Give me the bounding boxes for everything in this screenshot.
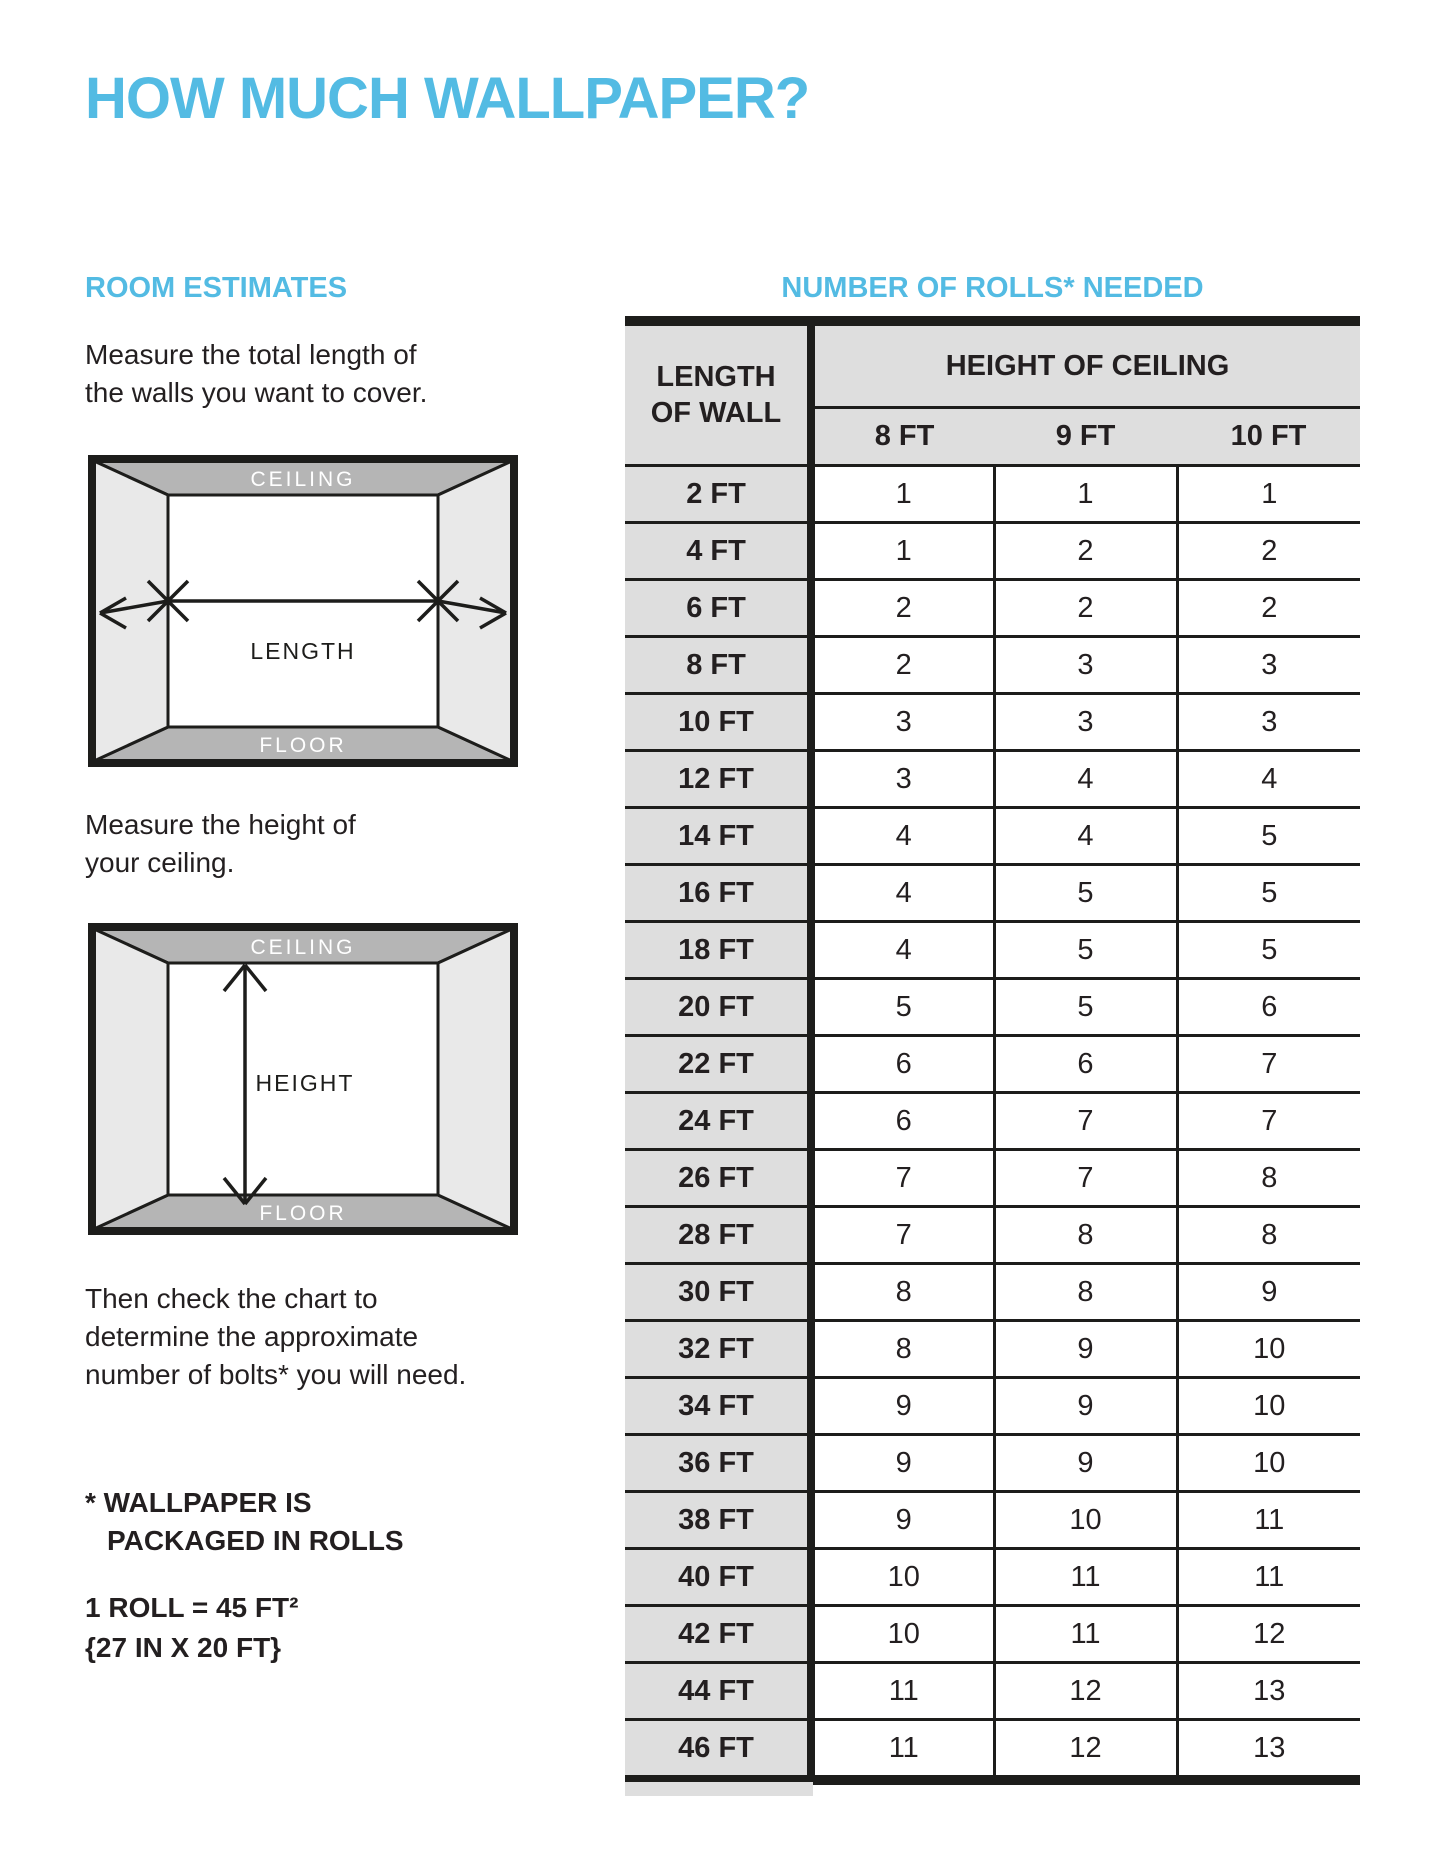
- wall-length-cell: 20 FT: [625, 979, 811, 1036]
- rolls-value-cell: 11: [811, 1720, 994, 1781]
- rolls-value-cell: 8: [1177, 1150, 1360, 1207]
- wall-length-cell: 44 FT: [625, 1663, 811, 1720]
- rolls-value-cell: 7: [994, 1093, 1177, 1150]
- table-row: [625, 1321, 1360, 1378]
- table-row: [625, 1264, 1360, 1321]
- rolls-value-cell: 5: [1177, 922, 1360, 979]
- rolls-value-cell: 7: [811, 1150, 994, 1207]
- wall-length-cell: 42 FT: [625, 1606, 811, 1663]
- header-line: OF WALL: [650, 397, 782, 429]
- rolls-value-cell: 8: [994, 1207, 1177, 1264]
- text-line: Measure the height of: [85, 809, 356, 840]
- rolls-value-cell: 4: [1177, 751, 1360, 808]
- table-row: [625, 922, 1360, 979]
- table-row: [625, 1549, 1360, 1606]
- rolls-value-cell: 12: [994, 1720, 1177, 1781]
- table-row: [625, 466, 1360, 523]
- wall-length-cell: 30 FT: [625, 1264, 811, 1321]
- right-wall-surface: [438, 929, 512, 1229]
- wall-length-cell: 12 FT: [625, 751, 811, 808]
- rolls-value-cell: 6: [811, 1036, 994, 1093]
- rolls-value-cell: 8: [994, 1264, 1177, 1321]
- rolls-value-cell: 8: [811, 1264, 994, 1321]
- ceiling-label: CEILING: [250, 936, 356, 959]
- rolls-value-cell: 9: [994, 1321, 1177, 1378]
- table-row: [625, 808, 1360, 865]
- rolls-value-cell: 8: [811, 1321, 994, 1378]
- text-line: Then check the chart to: [85, 1283, 378, 1314]
- rolls-value-cell: 11: [1177, 1549, 1360, 1606]
- rolls-value-cell: 1: [811, 523, 994, 580]
- left-wall-surface: [94, 929, 168, 1229]
- table-row: [625, 1036, 1360, 1093]
- text-line: Measure the total length of: [85, 339, 417, 370]
- length-dimension-label: LENGTH: [250, 638, 356, 664]
- height-dimension-label: HEIGHT: [255, 1070, 355, 1096]
- wall-length-cell: 14 FT: [625, 808, 811, 865]
- page-title: HOW MUCH WALLPAPER?: [85, 66, 810, 131]
- rolls-value-cell: 3: [994, 637, 1177, 694]
- ceiling-8ft-header: 8 FT: [811, 408, 994, 466]
- text-line: number of bolts* you will need.: [85, 1359, 467, 1390]
- rolls-value-cell: 13: [1177, 1663, 1360, 1720]
- table-row: [625, 979, 1360, 1036]
- length-of-wall-header: [625, 321, 811, 466]
- rolls-value-cell: 1: [811, 466, 994, 523]
- rolls-value-cell: 11: [1177, 1492, 1360, 1549]
- instruction-measure-height: [85, 806, 356, 882]
- text-line: your ceiling.: [85, 847, 235, 878]
- rolls-value-cell: 1: [994, 466, 1177, 523]
- floor-label: FLOOR: [259, 1202, 347, 1225]
- wall-length-cell: 10 FT: [625, 694, 811, 751]
- rolls-value-cell: 2: [1177, 523, 1360, 580]
- rolls-value-cell: 5: [994, 865, 1177, 922]
- table-row: [625, 1435, 1360, 1492]
- rolls-value-cell: 11: [811, 1663, 994, 1720]
- table-row: [625, 523, 1360, 580]
- wall-length-cell: 34 FT: [625, 1378, 811, 1435]
- wall-length-cell: 4 FT: [625, 523, 811, 580]
- wall-length-cell: 16 FT: [625, 865, 811, 922]
- rolls-value-cell: 10: [811, 1549, 994, 1606]
- wall-length-cell: 2 FT: [625, 466, 811, 523]
- rolls-value-cell: 9: [811, 1492, 994, 1549]
- rolls-table: [625, 316, 1360, 1785]
- table-row: [625, 637, 1360, 694]
- rolls-value-cell: 10: [1177, 1435, 1360, 1492]
- rolls-value-cell: 11: [994, 1606, 1177, 1663]
- wall-length-cell: 6 FT: [625, 580, 811, 637]
- rolls-value-cell: 6: [811, 1093, 994, 1150]
- rolls-value-cell: 4: [811, 865, 994, 922]
- rolls-value-cell: 9: [1177, 1264, 1360, 1321]
- table-row: [625, 1207, 1360, 1264]
- rolls-table-body: [625, 466, 1360, 1781]
- rolls-footnote: [85, 1484, 404, 1560]
- table-row: [625, 865, 1360, 922]
- rolls-value-cell: 9: [811, 1378, 994, 1435]
- table-row: [625, 1093, 1360, 1150]
- rolls-value-cell: 4: [994, 808, 1177, 865]
- rolls-value-cell: 11: [994, 1549, 1177, 1606]
- text-line: PACKAGED IN ROLLS: [107, 1525, 404, 1556]
- wall-length-cell: 40 FT: [625, 1549, 811, 1606]
- room-length-diagram: [88, 455, 518, 767]
- rolls-value-cell: 6: [1177, 979, 1360, 1036]
- instruction-measure-length: [85, 336, 427, 412]
- rolls-value-cell: 10: [1177, 1321, 1360, 1378]
- rolls-value-cell: 5: [811, 979, 994, 1036]
- rolls-value-cell: 2: [811, 580, 994, 637]
- rolls-value-cell: 1: [1177, 466, 1360, 523]
- rolls-value-cell: 2: [811, 637, 994, 694]
- table-header-row: [625, 321, 1360, 408]
- rolls-value-cell: 6: [994, 1036, 1177, 1093]
- table-row: [625, 1606, 1360, 1663]
- ceiling-10ft-header: 10 FT: [1177, 408, 1360, 466]
- rolls-value-cell: 4: [811, 922, 994, 979]
- rolls-value-cell: 9: [994, 1378, 1177, 1435]
- wall-length-cell: 22 FT: [625, 1036, 811, 1093]
- header-line: LENGTH: [656, 361, 776, 393]
- rolls-value-cell: 5: [994, 922, 1177, 979]
- wall-length-cell: 36 FT: [625, 1435, 811, 1492]
- rolls-value-cell: 10: [1177, 1378, 1360, 1435]
- table-row: [625, 694, 1360, 751]
- rolls-value-cell: 3: [811, 751, 994, 808]
- text-line: 1 ROLL = 45 FT²: [85, 1592, 299, 1623]
- rolls-value-cell: 3: [1177, 637, 1360, 694]
- table-row: [625, 1663, 1360, 1720]
- instruction-check-chart: [85, 1280, 466, 1394]
- rolls-value-cell: 9: [811, 1435, 994, 1492]
- rolls-value-cell: 10: [994, 1492, 1177, 1549]
- table-row: [625, 1378, 1360, 1435]
- rolls-value-cell: 3: [811, 694, 994, 751]
- rolls-value-cell: 5: [1177, 865, 1360, 922]
- ceiling-9ft-header: 9 FT: [994, 408, 1177, 466]
- rolls-value-cell: 3: [1177, 694, 1360, 751]
- table-gray-tail: [625, 1782, 813, 1796]
- back-wall-surface: [168, 495, 438, 727]
- wall-length-cell: 8 FT: [625, 637, 811, 694]
- table-row: [625, 1150, 1360, 1207]
- floor-label: FLOOR: [259, 734, 347, 757]
- wall-length-cell: 18 FT: [625, 922, 811, 979]
- height-of-ceiling-header: HEIGHT OF CEILING: [811, 321, 1360, 408]
- rolls-value-cell: 12: [994, 1663, 1177, 1720]
- rolls-value-cell: 2: [1177, 580, 1360, 637]
- wall-length-cell: 46 FT: [625, 1720, 811, 1781]
- rolls-value-cell: 2: [994, 580, 1177, 637]
- text-line: {27 IN X 20 FT}: [85, 1632, 282, 1663]
- rolls-value-cell: 2: [994, 523, 1177, 580]
- rolls-value-cell: 13: [1177, 1720, 1360, 1781]
- rolls-value-cell: 7: [1177, 1036, 1360, 1093]
- rolls-value-cell: 3: [994, 694, 1177, 751]
- roll-dimensions: [85, 1588, 298, 1668]
- rolls-value-cell: 4: [811, 808, 994, 865]
- rolls-value-cell: 5: [1177, 808, 1360, 865]
- text-line: determine the approximate: [85, 1321, 419, 1352]
- rolls-value-cell: 10: [811, 1606, 994, 1663]
- rolls-value-cell: 7: [994, 1150, 1177, 1207]
- wall-length-cell: 28 FT: [625, 1207, 811, 1264]
- rolls-value-cell: 12: [1177, 1606, 1360, 1663]
- wall-length-cell: 32 FT: [625, 1321, 811, 1378]
- rolls-value-cell: 8: [1177, 1207, 1360, 1264]
- rolls-value-cell: 9: [994, 1435, 1177, 1492]
- wall-length-cell: 26 FT: [625, 1150, 811, 1207]
- table-row: [625, 1492, 1360, 1549]
- room-estimates-heading: ROOM ESTIMATES: [85, 272, 348, 304]
- rolls-value-cell: 7: [1177, 1093, 1360, 1150]
- rolls-value-cell: 7: [811, 1207, 994, 1264]
- text-line: * WALLPAPER IS: [85, 1487, 312, 1518]
- rolls-value-cell: 5: [994, 979, 1177, 1036]
- table-row: [625, 751, 1360, 808]
- rolls-needed-heading: NUMBER OF ROLLS* NEEDED: [781, 272, 1204, 304]
- wall-length-cell: 38 FT: [625, 1492, 811, 1549]
- rolls-value-cell: 4: [994, 751, 1177, 808]
- room-height-diagram: [88, 923, 518, 1235]
- ceiling-label: CEILING: [250, 468, 356, 491]
- wall-length-cell: 24 FT: [625, 1093, 811, 1150]
- table-row: [625, 580, 1360, 637]
- text-line: the walls you want to cover.: [85, 377, 428, 408]
- table-row: [625, 1720, 1360, 1781]
